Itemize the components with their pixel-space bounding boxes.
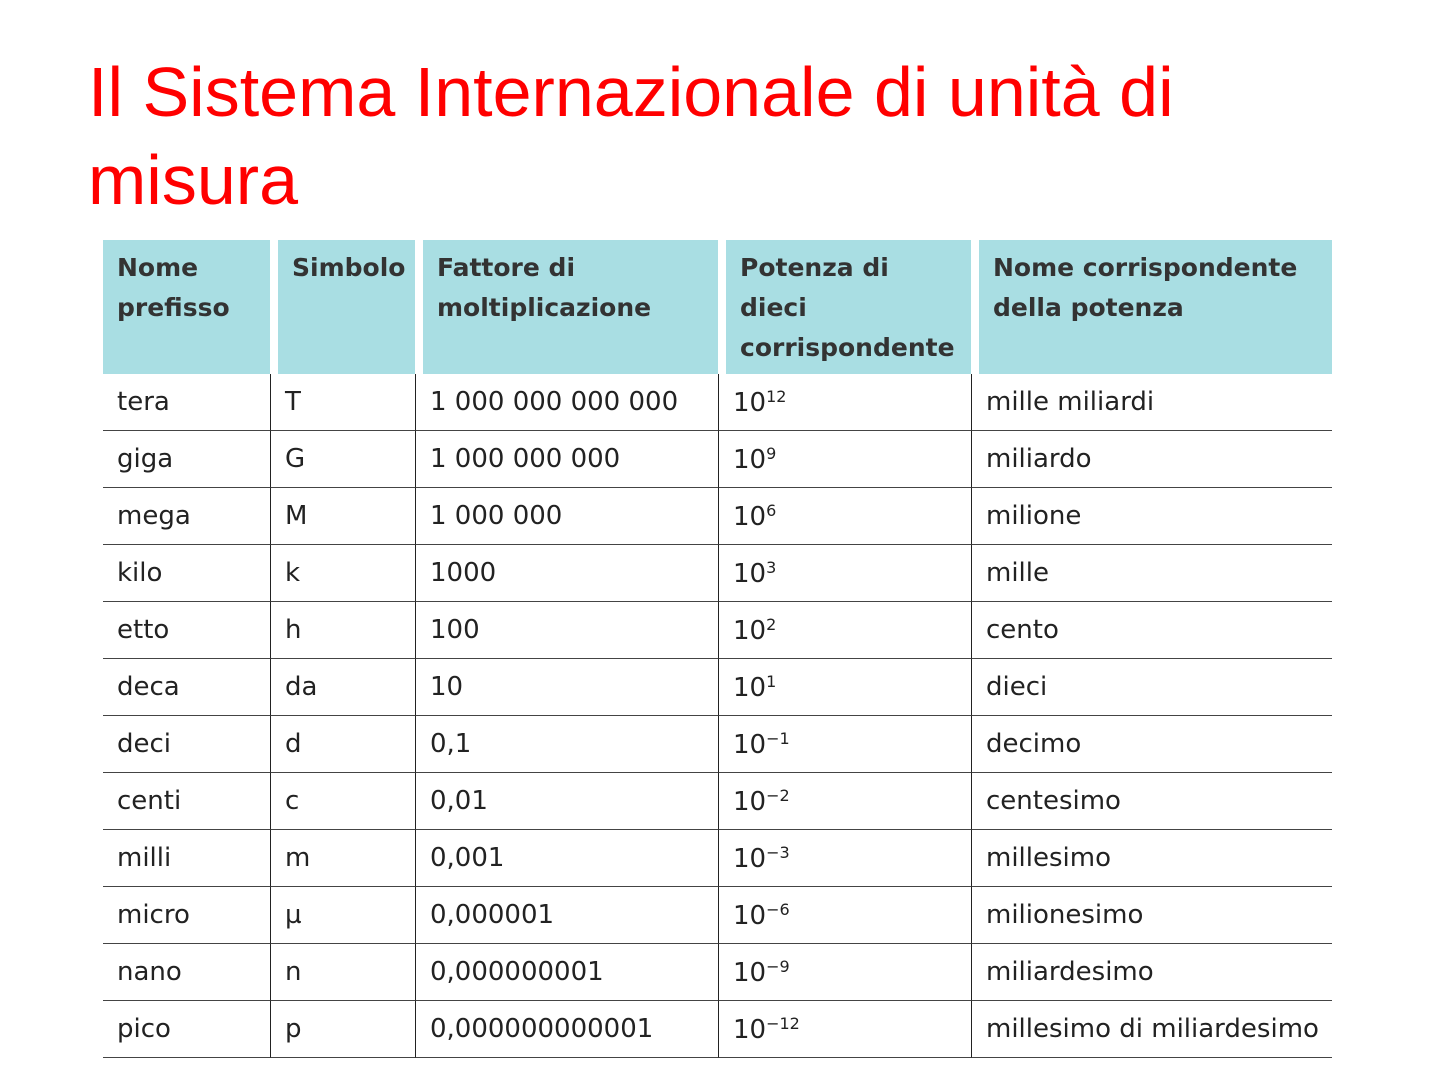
power-base: 10: [733, 615, 767, 646]
symbol-cell: M: [270, 488, 415, 545]
prefix-name-cell: pico: [103, 1001, 270, 1058]
factor-cell: 100: [415, 602, 718, 659]
factor-cell: 0,001: [415, 830, 718, 887]
power-cell: [718, 659, 971, 716]
power-name-cell: miliardesimo: [971, 944, 1332, 1001]
prefix-name-cell: mega: [103, 488, 270, 545]
power-exponent: −3: [766, 842, 790, 862]
prefix-name-cell: deca: [103, 659, 270, 716]
power-exponent: 9: [766, 443, 777, 463]
si-prefix-table: [103, 240, 1332, 1058]
table-row: [103, 374, 1332, 431]
factor-cell: 1 000 000 000 000: [415, 374, 718, 431]
factor-cell: 1000: [415, 545, 718, 602]
power-base: 10: [733, 957, 767, 988]
header-simbolo: Simbolo: [270, 240, 415, 374]
table-row: [103, 773, 1332, 830]
symbol-cell: m: [270, 830, 415, 887]
power-base: 10: [733, 558, 767, 589]
power-exponent: −2: [766, 785, 790, 805]
table-row: [103, 830, 1332, 887]
table-row: [103, 659, 1332, 716]
table-row: [103, 488, 1332, 545]
symbol-cell: h: [270, 602, 415, 659]
prefix-name-cell: nano: [103, 944, 270, 1001]
power-exponent: −6: [766, 899, 790, 919]
table-row: [103, 716, 1332, 773]
power-name-cell: miliardo: [971, 431, 1332, 488]
power-cell: [718, 944, 971, 1001]
prefix-name-cell: tera: [103, 374, 270, 431]
power-name-cell: decimo: [971, 716, 1332, 773]
table-row: [103, 545, 1332, 602]
power-cell: [718, 488, 971, 545]
factor-cell: 0,1: [415, 716, 718, 773]
table-row: [103, 602, 1332, 659]
power-base: 10: [733, 843, 767, 874]
power-exponent: 2: [766, 614, 777, 634]
power-name-cell: millesimo di miliardesimo: [971, 1001, 1332, 1058]
factor-cell: 0,01: [415, 773, 718, 830]
power-exponent: −12: [766, 1013, 800, 1033]
slide-title: Il Sistema Internazionale di unità di misura: [88, 53, 1174, 219]
prefix-name-cell: kilo: [103, 545, 270, 602]
symbol-cell: k: [270, 545, 415, 602]
factor-cell: 1 000 000: [415, 488, 718, 545]
power-exponent: −1: [766, 728, 790, 748]
power-cell: [718, 1001, 971, 1058]
symbol-cell: µ: [270, 887, 415, 944]
prefix-name-cell: giga: [103, 431, 270, 488]
factor-cell: 0,000001: [415, 887, 718, 944]
table-row: [103, 887, 1332, 944]
power-cell: [718, 602, 971, 659]
power-name-cell: millesimo: [971, 830, 1332, 887]
power-base: 10: [733, 1014, 767, 1045]
prefix-name-cell: milli: [103, 830, 270, 887]
power-base: 10: [733, 387, 767, 418]
header-potenza: Potenza di dieci corrispondente: [718, 240, 971, 374]
power-base: 10: [733, 786, 767, 817]
power-cell: [718, 830, 971, 887]
power-exponent: −9: [766, 956, 790, 976]
symbol-cell: p: [270, 1001, 415, 1058]
prefix-name-cell: etto: [103, 602, 270, 659]
symbol-cell: n: [270, 944, 415, 1001]
prefix-name-cell: deci: [103, 716, 270, 773]
symbol-cell: G: [270, 431, 415, 488]
power-name-cell: dieci: [971, 659, 1332, 716]
power-base: 10: [733, 672, 767, 703]
prefix-name-cell: micro: [103, 887, 270, 944]
header-nome-potenza: Nome corrispondente della potenza: [971, 240, 1332, 374]
symbol-cell: c: [270, 773, 415, 830]
power-name-cell: milionesimo: [971, 887, 1332, 944]
power-cell: [718, 716, 971, 773]
power-base: 10: [733, 900, 767, 931]
power-name-cell: milione: [971, 488, 1332, 545]
table-row: [103, 944, 1332, 1001]
header-nome-prefisso: Nome prefisso: [103, 240, 270, 374]
power-name-cell: mille miliardi: [971, 374, 1332, 431]
factor-cell: 1 000 000 000: [415, 431, 718, 488]
header-fattore: Fattore di moltiplicazione: [415, 240, 718, 374]
factor-cell: 0,000000001: [415, 944, 718, 1001]
power-name-cell: mille: [971, 545, 1332, 602]
power-exponent: 12: [766, 386, 787, 406]
power-name-cell: cento: [971, 602, 1332, 659]
power-cell: [718, 545, 971, 602]
power-exponent: 6: [766, 500, 777, 520]
symbol-cell: d: [270, 716, 415, 773]
table-row: [103, 1001, 1332, 1058]
factor-cell: 0,000000000001: [415, 1001, 718, 1058]
power-name-cell: centesimo: [971, 773, 1332, 830]
power-base: 10: [733, 729, 767, 760]
power-cell: [718, 374, 971, 431]
table-header-row: [103, 240, 1332, 374]
power-exponent: 3: [766, 557, 777, 577]
power-base: 10: [733, 444, 767, 475]
power-cell: [718, 431, 971, 488]
factor-cell: 10: [415, 659, 718, 716]
symbol-cell: da: [270, 659, 415, 716]
table-row: [103, 431, 1332, 488]
prefix-name-cell: centi: [103, 773, 270, 830]
power-exponent: 1: [766, 671, 777, 691]
power-cell: [718, 773, 971, 830]
power-base: 10: [733, 501, 767, 532]
symbol-cell: T: [270, 374, 415, 431]
power-cell: [718, 887, 971, 944]
